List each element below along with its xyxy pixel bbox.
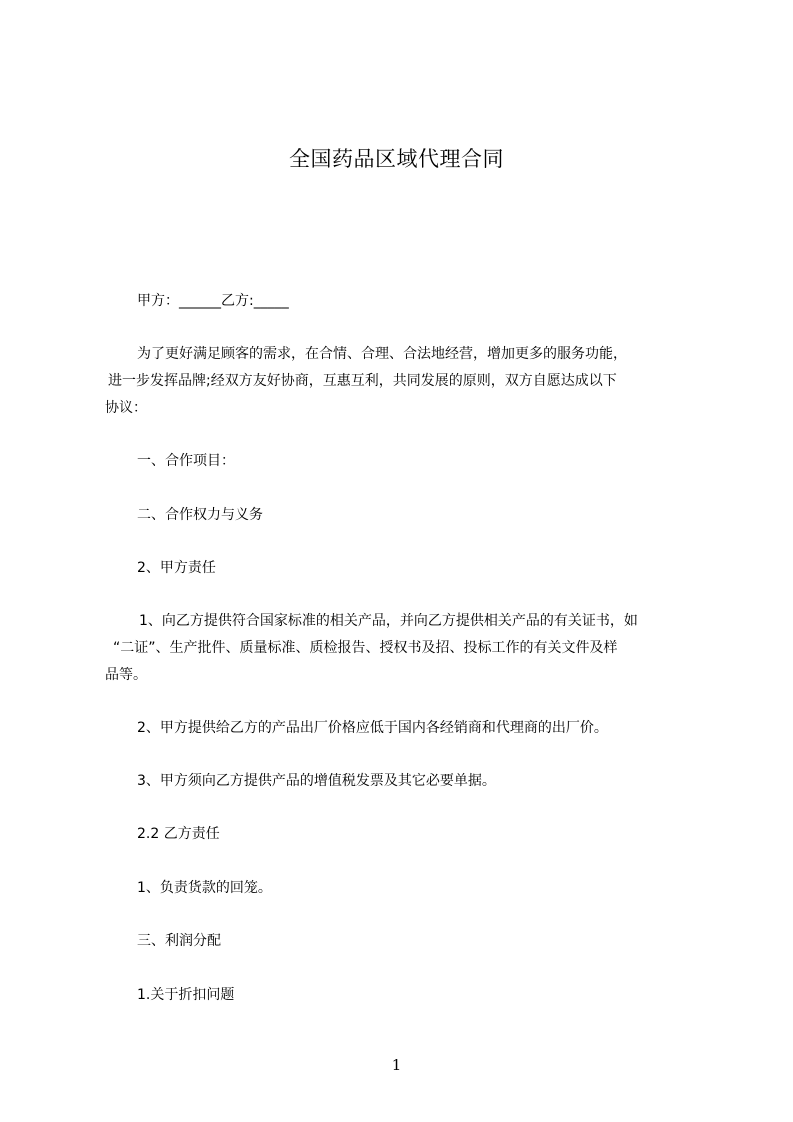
party-a-item-1 [105, 608, 695, 689]
discount-heading: 1.关于折扣问题 [137, 987, 235, 1003]
parties-line: 甲方：______乙方:_____ [137, 293, 289, 309]
document-title: 全国药品区域代理合同 [289, 147, 504, 171]
party-b-item-1: 1、负责货款的回笼。 [137, 880, 272, 896]
party-a-heading: 2、甲方责任 [137, 560, 216, 576]
section-heading-profit-distribution: 三、利润分配 [137, 933, 221, 949]
party-a-item-1-line-1: 1、向乙方提供符合国家标准的相关产品，并向乙方提供相关产品的有关证书，如 [139, 613, 638, 629]
intro-line-1: 为了更好满足顾客的需求，在合情、合理、合法地经营，增加更多的服务功能， [137, 346, 627, 362]
intro-line-3: 协议： [105, 400, 147, 416]
page-number: 1 [391, 1056, 402, 1074]
party-b-heading: 2.2 乙方责任 [137, 826, 220, 842]
intro-line-2: 进一步发挥品牌;经双方友好协商，互惠互利，共同发展的原则，双方自愿达成以下 [108, 373, 617, 389]
party-a-item-1-line-3: 品等。 [105, 667, 147, 683]
party-a-item-1-line-2: “二证”、生产批件、质量标准、质检报告、授权书及招、投标工作的有关文件及样 [113, 640, 618, 656]
party-a-item-3: 3、甲方须向乙方提供产品的增值税发票及其它必要单据。 [137, 773, 496, 789]
section-heading-cooperation-items: 一、合作项目： [137, 453, 235, 469]
party-a-item-2: 2、甲方提供给乙方的产品出厂价格应低于国内各经销商和代理商的出厂价。 [137, 720, 608, 736]
section-heading-rights-obligations: 二、合作权力与义务 [137, 507, 263, 523]
intro-paragraph [105, 341, 695, 422]
